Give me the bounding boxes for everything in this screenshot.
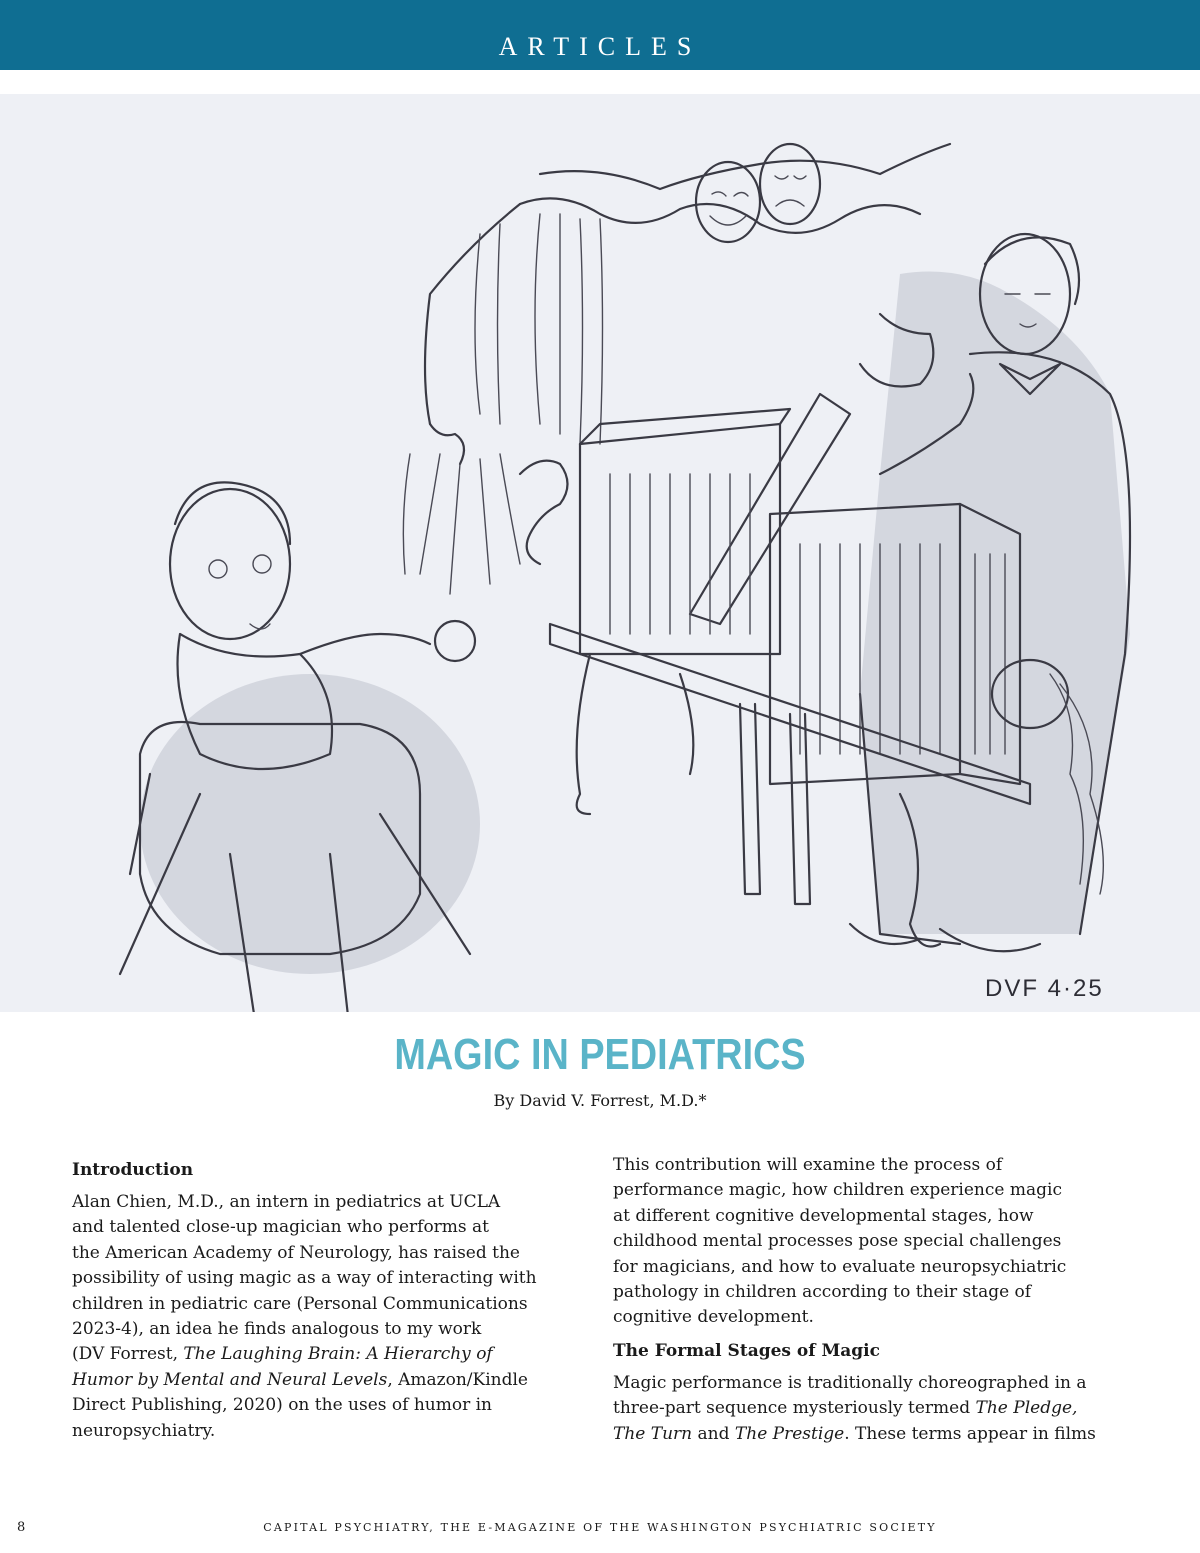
text-line xyxy=(613,1396,1123,1421)
page-number: 8 xyxy=(17,1520,26,1535)
introduction-paragraph xyxy=(72,1190,572,1444)
book-title-part-2: Humor by Mental and Neural Levels xyxy=(72,1369,388,1390)
citation-line xyxy=(72,1368,572,1393)
article-byline: By David V. Forrest, M.D.* xyxy=(493,1091,707,1110)
contribution-paragraph xyxy=(613,1153,1123,1331)
article-title: MAGIC IN PEDIATRICS xyxy=(394,1030,806,1079)
text-line: Magic performance is traditionally choreographed in a xyxy=(613,1372,1087,1393)
text-line xyxy=(613,1422,1123,1447)
text-line: possibility of using magic as a way of interacting with xyxy=(72,1268,537,1289)
text-line: for magicians, and how to evaluate neuropsychiatric xyxy=(613,1256,1067,1277)
left-column xyxy=(72,1158,572,1452)
citation-prefix: (DV Forrest, xyxy=(72,1344,184,1365)
theatre-masks xyxy=(696,144,820,242)
text-fragment: and xyxy=(692,1423,735,1444)
text-line: the American Academy of Neurology, has raised the xyxy=(72,1242,520,1263)
text-fragment: three-part sequence mysteriously termed xyxy=(613,1398,976,1419)
term-pledge: The Pledge, xyxy=(975,1398,1078,1419)
text-line: cognitive development. xyxy=(613,1307,814,1328)
introduction-heading: Introduction xyxy=(72,1160,194,1180)
feet-sticking-out xyxy=(520,461,568,564)
citation-line xyxy=(72,1342,572,1367)
text-fragment: . These terms appear in films xyxy=(844,1423,1096,1444)
artist-signature: DVF 4·25 xyxy=(985,975,1104,1002)
term-turn: The Turn xyxy=(613,1423,693,1444)
citation-suffix: , Amazon/Kindle xyxy=(387,1369,528,1390)
text-line: pathology in children according to their stage of xyxy=(613,1282,1032,1303)
right-column xyxy=(613,1153,1123,1455)
section-header-bar xyxy=(0,0,1200,70)
formal-stages-paragraph xyxy=(613,1371,1123,1447)
text-line: neuropsychiatry. xyxy=(72,1420,216,1441)
publication-footer: CAPITAL PSYCHIATRY, THE E-MAGAZINE OF THE WASHINGTON PSYCHIATRIC SOCIETY xyxy=(263,1521,937,1534)
article-illustration xyxy=(0,94,1200,1012)
text-line: at different cognitive developmental stages, how xyxy=(613,1205,1034,1226)
curtain-valance xyxy=(540,144,950,189)
text-line: Direct Publishing, 2020) on the uses of humor in xyxy=(72,1395,492,1416)
baby-in-high-chair xyxy=(120,482,480,1012)
term-prestige: The Prestige xyxy=(734,1423,845,1444)
book-title-part-1: The Laughing Brain: A Hierarchy of xyxy=(183,1344,493,1365)
text-line: childhood mental processes pose special challenges xyxy=(613,1231,1062,1252)
pencil-drawing-svg xyxy=(0,94,1200,1012)
text-line: Alan Chien, M.D., an intern in pediatrics at UCLA xyxy=(72,1192,501,1212)
formal-stages-heading: The Formal Stages of Magic xyxy=(613,1340,880,1361)
text-line: 2023-4), an idea he finds analogous to my work xyxy=(72,1319,482,1340)
text-line: and talented close-up magician who performs at xyxy=(72,1217,490,1238)
curtain-drape xyxy=(403,204,602,594)
text-line: This contribution will examine the process of xyxy=(613,1155,1003,1175)
text-line: children in pediatric care (Personal Communications xyxy=(72,1293,528,1314)
section-label: ARTICLES xyxy=(498,32,702,61)
text-line: performance magic, how children experience magic xyxy=(613,1180,1062,1201)
